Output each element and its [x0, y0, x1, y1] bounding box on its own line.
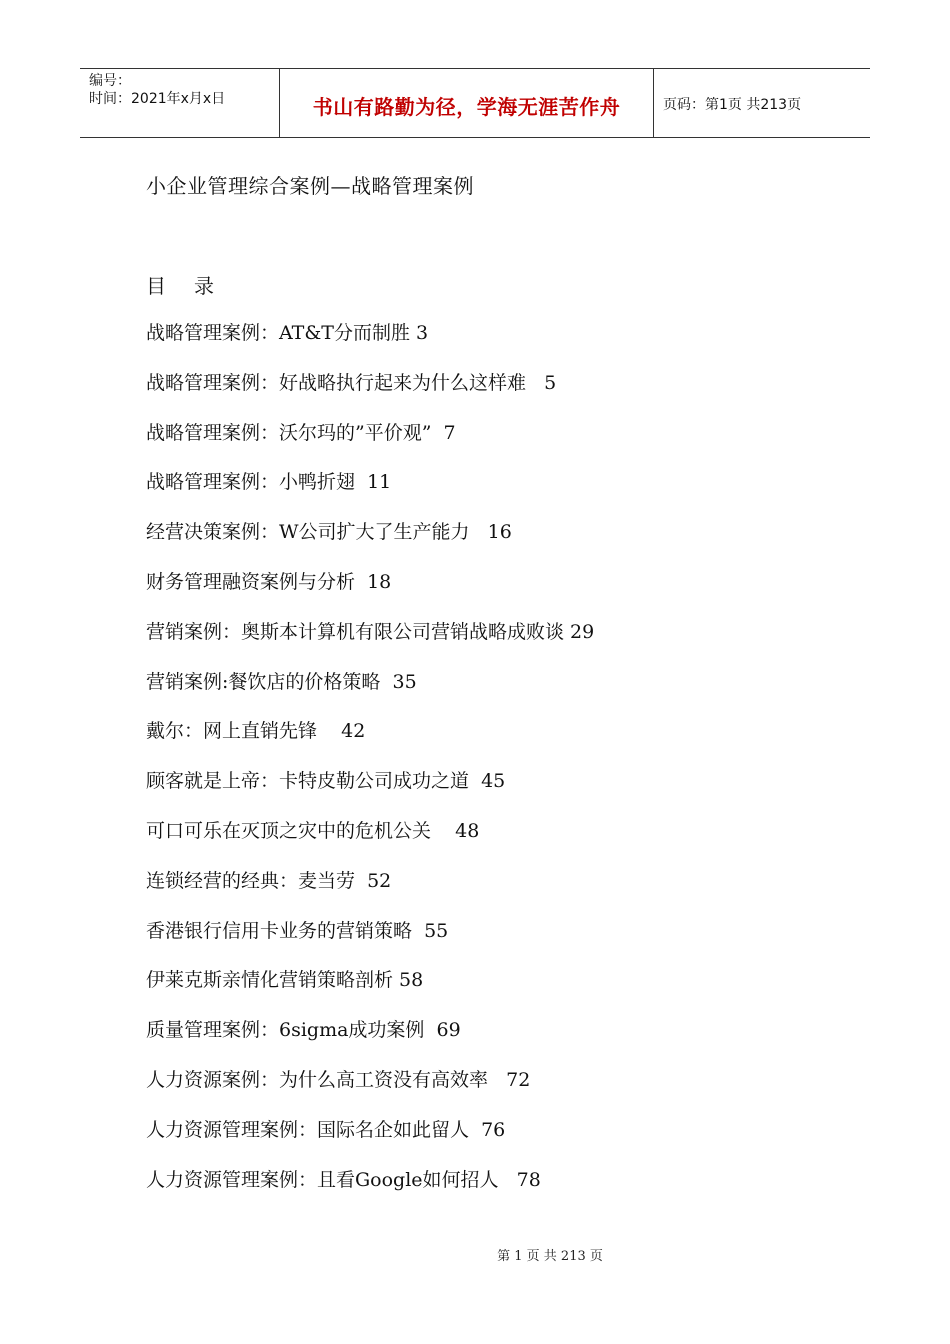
- toc-entry[interactable]: 财务管理融资案例与分析 18: [146, 570, 392, 593]
- header-motto: 书山有路勤为径，学海无涯苦作舟: [280, 69, 654, 137]
- toc-entry[interactable]: 战略管理案例：AT&T分而制胜 3: [146, 322, 429, 344]
- header-page-info: 页码：第1页 共213页: [663, 97, 802, 113]
- toc-entry[interactable]: 人力资源管理案例：且看Google如何招人 78: [146, 1168, 541, 1191]
- toc-entry[interactable]: 戴尔：网上直销先锋 42: [146, 720, 366, 743]
- toc-entry[interactable]: 人力资源管理案例：国际名企如此留人 76: [146, 1118, 506, 1141]
- document-title: 小企业管理综合案例—战略管理案例: [146, 174, 474, 198]
- toc-entry[interactable]: 质量管理案例：6sigma成功案例 69: [146, 1019, 461, 1042]
- toc-entry[interactable]: 可口可乐在灭顶之灾中的危机公关 48: [146, 819, 480, 842]
- toc-entry[interactable]: 连锁经营的经典：麦当劳 52: [146, 869, 392, 892]
- toc-entry[interactable]: 战略管理案例：小鸭折翅 11: [146, 471, 392, 494]
- toc-entry[interactable]: 顾客就是上帝：卡特皮勒公司成功之道 45: [146, 770, 506, 793]
- page-footer: 第 1 页 共 213 页: [497, 1249, 603, 1264]
- toc-entry[interactable]: 香港银行信用卡业务的营销策略 55: [146, 919, 449, 942]
- toc-heading-right: 录: [194, 274, 214, 298]
- toc-entry[interactable]: 战略管理案例：沃尔玛的”平价观” 7: [146, 421, 456, 444]
- table-of-contents: [146, 318, 594, 1214]
- header-time-label: 时间：2021年x月x日: [89, 91, 226, 107]
- page-header: [80, 68, 870, 138]
- header-number-label: 编号：: [89, 73, 131, 89]
- toc-entry[interactable]: 人力资源案例：为什么高工资没有高效率 72: [146, 1068, 531, 1091]
- toc-heading-left: 目: [146, 274, 166, 298]
- header-meta: [80, 69, 280, 137]
- toc-entry[interactable]: 战略管理案例：好战略执行起来为什么这样难 5: [146, 371, 557, 394]
- toc-heading: [146, 270, 214, 299]
- toc-entry[interactable]: 营销案例：奥斯本计算机有限公司营销战略成败谈 29: [146, 620, 595, 643]
- toc-entry[interactable]: 营销案例:餐饮店的价格策略 35: [146, 670, 417, 693]
- toc-entry[interactable]: 伊莱克斯亲情化营销策略剖析 58: [146, 969, 424, 992]
- toc-entry[interactable]: 经营决策案例：W公司扩大了生产能力 16: [146, 521, 512, 544]
